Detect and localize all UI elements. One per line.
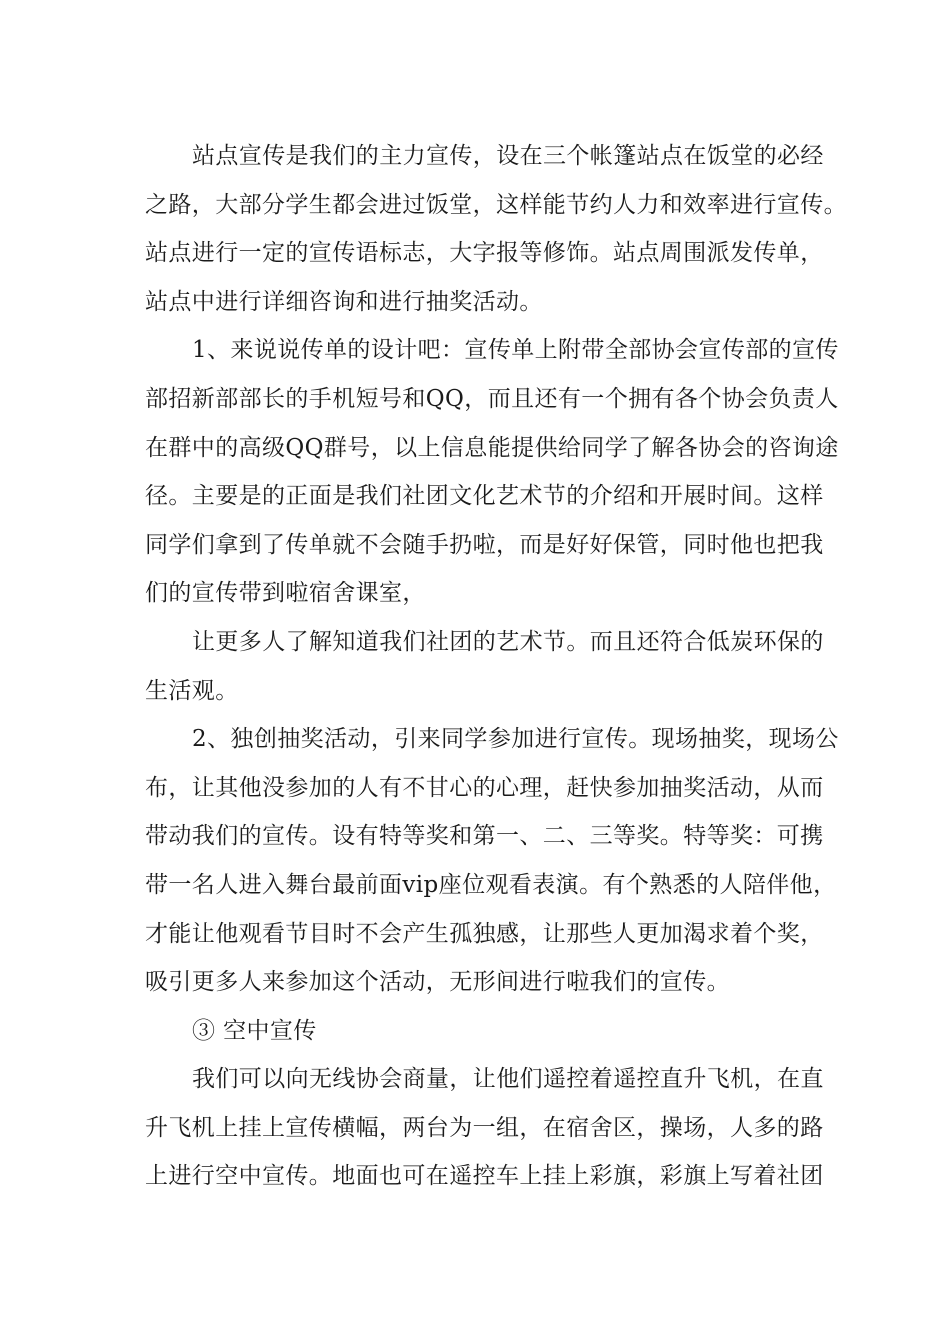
text-line: 才能让他观看节目时不会产生孤独感，让那些人更加渴求着个奖，	[145, 920, 824, 947]
document-body	[145, 132, 847, 1201]
text-line: 上进行空中宣传。地面也可在遥控车上挂上彩旗，彩旗上写着社团	[145, 1163, 824, 1190]
text-line: 带动我们的宣传。设有特等奖和第一、二、三等奖。特等奖：可携	[145, 823, 824, 850]
paragraph-low-carbon	[145, 618, 824, 715]
text-line: 站点中进行详细咨询和进行抽奖活动。	[145, 288, 543, 315]
text-line: 站点进行一定的宣传语标志，大字报等修饰。站点周围派发传单，	[145, 240, 824, 267]
paragraph-station-publicity	[145, 132, 847, 326]
paragraph-leaflet-design	[145, 326, 839, 618]
text-line: 我们可以向无线协会商量，让他们遥控着遥控直升飞机，在直	[192, 1066, 824, 1093]
text-line: 们的宣传带到啦宿舍课室，	[145, 580, 426, 607]
text-line: 2、独创抽奖活动，引来同学参加进行宣传。现场抽奖，现场公	[192, 726, 839, 753]
text-line: 部招新部部长的手机短号和QQ，而且还有一个拥有各个协会负责人	[145, 385, 839, 412]
text-line: ③ 空中宣传	[192, 1017, 317, 1044]
section-heading-aerial	[145, 1007, 815, 1056]
text-line: 同学们拿到了传单就不会随手扔啦，而是好好保管，同时他也把我	[145, 531, 824, 558]
text-line: 带一名人进入舞台最前面vip座位观看表演。有个熟悉的人陪伴他，	[145, 871, 837, 898]
text-line: 之路，大部分学生都会进过饭堂，这样能节约人力和效率进行宣传。	[145, 191, 847, 218]
text-line: 在群中的高级QQ群号，以上信息能提供给同学了解各协会的咨询途	[145, 434, 839, 461]
text-line: 生活观。	[145, 677, 239, 704]
text-line: 站点宣传是我们的主力宣传，设在三个帐篷站点在饭堂的必经	[192, 143, 824, 169]
text-line: 径。主要是的正面是我们社团文化艺术节的介绍和开展时间。这样	[145, 483, 824, 510]
paragraph-lottery	[145, 715, 839, 1007]
text-line: 让更多人了解知道我们社团的艺术节。而且还符合低炭环保的	[192, 628, 824, 655]
text-line: 升飞机上挂上宣传横幅，两台为一组，在宿舍区，操场，人多的路	[145, 1114, 824, 1141]
text-line: 吸引更多人来参加这个活动，无形间进行啦我们的宣传。	[145, 969, 730, 996]
paragraph-aerial-publicity	[145, 1055, 824, 1201]
text-line: 1、来说说传单的设计吧：宣传单上附带全部协会宣传部的宣传	[192, 337, 839, 364]
text-line: 布，让其他没参加的人有不甘心的心理，赶快参加抽奖活动，从而	[145, 774, 824, 801]
